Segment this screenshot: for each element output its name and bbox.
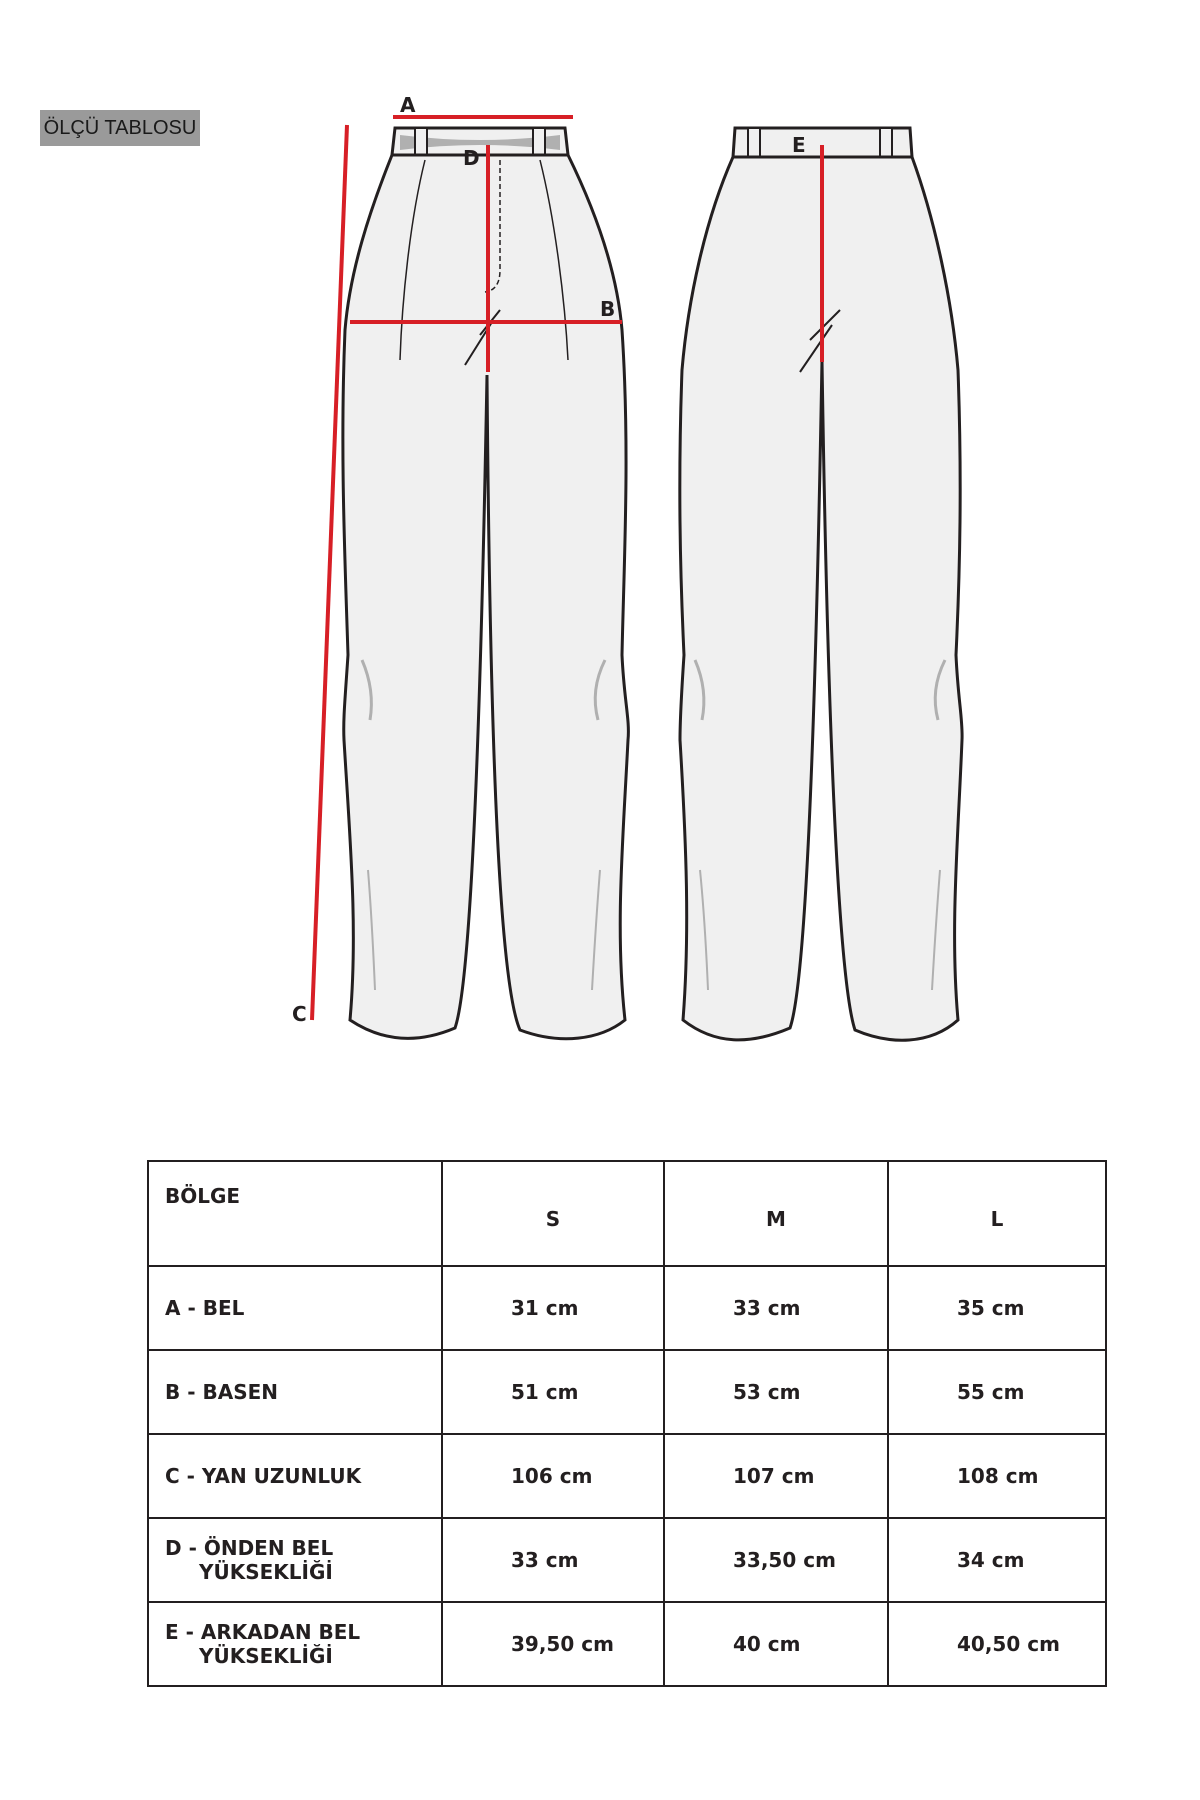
table-row (148, 1518, 1106, 1602)
label-c: C (292, 1002, 307, 1026)
measure-line-c (312, 125, 347, 1020)
header-size-l: L (888, 1161, 1106, 1266)
row-region-line2: YÜKSEKLİĞİ (199, 1560, 333, 1584)
row-region-line1: D - ÖNDEN BEL (165, 1536, 334, 1560)
label-a: A (400, 93, 416, 117)
value-l: 35 cm (888, 1266, 1106, 1350)
label-b: B (600, 297, 616, 321)
label-d: D (463, 146, 480, 170)
row-region: A - BEL (148, 1266, 442, 1350)
label-e: E (792, 133, 806, 157)
value-m: 53 cm (664, 1350, 888, 1434)
row-region (148, 1518, 442, 1602)
value-l: 40,50 cm (888, 1602, 1106, 1686)
row-region-line2: YÜKSEKLİĞİ (199, 1644, 333, 1668)
value-s: 31 cm (442, 1266, 664, 1350)
value-l: 34 cm (888, 1518, 1106, 1602)
table-row (148, 1602, 1106, 1686)
value-l: 108 cm (888, 1434, 1106, 1518)
size-chart-title: ÖLÇÜ TABLOSU (40, 110, 200, 146)
value-m: 33 cm (664, 1266, 888, 1350)
value-s: 106 cm (442, 1434, 664, 1518)
value-s: 51 cm (442, 1350, 664, 1434)
value-s: 39,50 cm (442, 1602, 664, 1686)
header-size-s: S (442, 1161, 664, 1266)
value-l: 55 cm (888, 1350, 1106, 1434)
header-size-m: M (664, 1161, 888, 1266)
row-region (148, 1602, 442, 1686)
value-s: 33 cm (442, 1518, 664, 1602)
size-table (147, 1160, 1107, 1687)
table-row (148, 1434, 1106, 1518)
table-row (148, 1350, 1106, 1434)
value-m: 107 cm (664, 1434, 888, 1518)
table-header-row (148, 1161, 1106, 1266)
value-m: 40 cm (664, 1602, 888, 1686)
header-region: BÖLGE (148, 1161, 442, 1266)
table-row (148, 1266, 1106, 1350)
row-region: C - YAN UZUNLUK (148, 1434, 442, 1518)
trousers-front-view (343, 128, 629, 1039)
value-m: 33,50 cm (664, 1518, 888, 1602)
row-region: B - BASEN (148, 1350, 442, 1434)
row-region-line1: E - ARKADAN BEL (165, 1620, 361, 1644)
